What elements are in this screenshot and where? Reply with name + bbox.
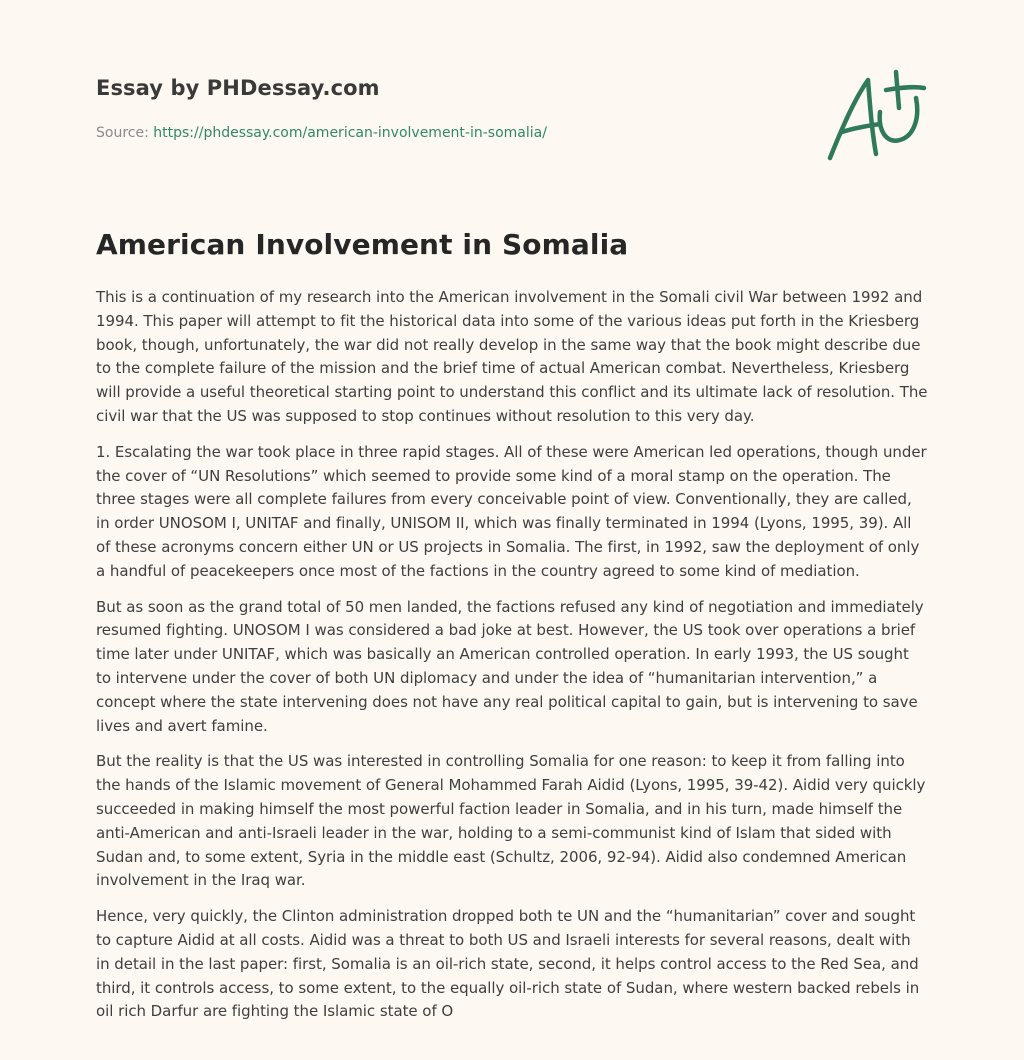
article-paragraph: Hence, very quickly, the Clinton administration dropped both te UN and the “humanitarian” cover and sought to capture Aidid at all costs. Aidid was a threat to both US and Israeli interests for several reasons, dealt with in detail in the last paper: first, Somalia is an oil-rich state, second, it helps control access to the Red Sea, and third, it controls access, to some extent, to the equally oil-rich state of Sudan, where western backed rebels in oil rich Darfur are fighting the Islamic state of O (96, 907, 920, 1021)
header (96, 0, 928, 190)
article-title: American Involvement in Somalia (96, 228, 629, 261)
source-line (96, 125, 547, 141)
article-paragraph: This is a continuation of my research into the American involvement in the Somali civil War between 1992 and 1994. This paper will attempt to fit the historical data into some of the various ideas put forth in the Kriesberg book, though, unfortunately, the war did not really develop in the same way that the book might describe due to the complete failure of the mission and the brief time of actual American combat. Nevertheless, Kriesberg will provide a useful theoretical starting point to understand this conflict and its ultimate lack of resolution. The civil war that the US was supposed to stop continues without resolution to this very day. (96, 288, 928, 425)
article-paragraph: But as soon as the grand total of 50 men landed, the factions refused any kind of negotiation and immediately resumed fighting. UNOSOM I was considered a bad joke at best. However, the US took over operations a brief time later under UNITAF, which was basically an American controlled operation. In early 1993, the US sought to intervene under the cover of both UN diplomacy and under the idea of “humanitarian intervention,” a concept where the state intervening does not have any real political capital to gain, but is intervening to save lives and avert famine. (96, 597, 924, 735)
site-brand: Essay by PHDessay.com (96, 76, 380, 100)
article-paragraph: But the reality is that the US was interested in controlling Somalia for one reason: to keep it from falling into the hands of the Islamic movement of General Mohammed Farah Aidid (Lyons, 1995, 39-42). Aidid very quickly succeeded in making himself the most powerful faction leader in Somalia, and in his turn, made himself the anti-American and anti-Israeli leader in the war, holding to a semi-communist kind of Islam that sided with Sudan and, to some extent, Syria in the middle east (Schultz, 2006, 92-94). Aidid also condemned American involvement in the Iraq war. (96, 752, 926, 890)
source-link[interactable]: https://phdessay.com/american-involvement-in-somalia/ (153, 125, 547, 141)
article-body (96, 286, 928, 1036)
a-plus-logo-icon (824, 66, 928, 164)
source-label: Source: (96, 125, 154, 141)
article-paragraph: 1. Escalating the war took place in three rapid stages. All of these were American led operations, though under the cover of “UN Resolutions” which seemed to provide some kind of a moral stamp on the operation. The three stages were all complete failures from every conceivable point of view. Conventionally, they are called, in order UNOSOM I, UNITAF and finally, UNISOM II, which was finally terminated in 1994 (Lyons, 1995, 39). All of these acronyms concern either UN or US projects in Somalia. The first, in 1992, saw the deployment of only a handful of peacekeepers once most of the factions in the country agreed to some kind of mediation. (96, 442, 927, 580)
